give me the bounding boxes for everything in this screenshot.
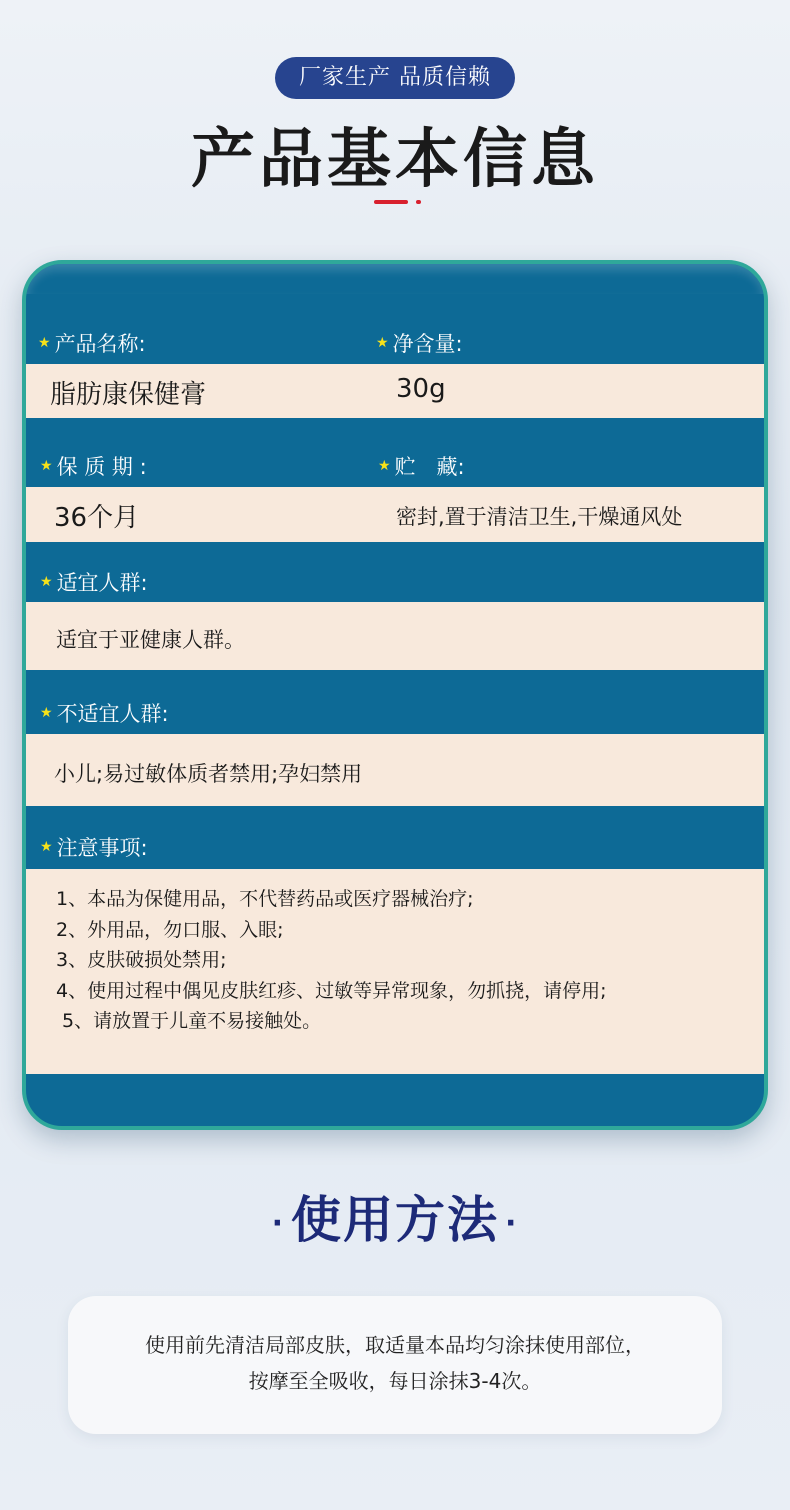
note-item: 3、皮肤破损处禁用; <box>56 949 227 971</box>
note-item: 5、请放置于儿童不易接触处。 <box>62 1010 322 1032</box>
notes-label: ★ 注意事项: <box>40 836 148 860</box>
product-name-label: ★ 产品名称: <box>38 332 146 356</box>
shelf-life-value: 36个月 <box>54 503 140 533</box>
unsuitable-label: ★ 不适宜人群: <box>40 702 169 726</box>
note-item: 2、外用品，勿口服、入眼; <box>56 918 284 941</box>
product-name-value: 脂肪康保健膏 <box>50 380 207 410</box>
net-content-value: 30g <box>396 374 446 404</box>
usage-title: · 使用方法 · <box>0 1180 790 1252</box>
suitable-value: 适宜于亚健康人群。 <box>56 628 245 652</box>
note-item: 1、本品为保健用品，不代替药品或医疗器械治疗; <box>56 888 474 910</box>
usage-box <box>68 1296 722 1434</box>
star-icon: ★ <box>376 335 389 351</box>
notes-list <box>56 884 607 1037</box>
title-dot-right: · <box>505 1206 519 1241</box>
product-info-card <box>22 260 768 1130</box>
usage-text-line-2: 按摩至全吸收，每日涂抹3-4次。 <box>248 1369 542 1393</box>
star-icon: ★ <box>40 839 53 855</box>
star-icon: ★ <box>378 458 391 474</box>
star-icon: ★ <box>40 458 53 474</box>
page-title: 产品基本信息 <box>191 123 599 197</box>
usage-text-line-1: 使用前先清洁局部皮肤，取适量本品均匀涂抹使用部位， <box>145 1333 645 1357</box>
storage-label: ★ 贮 藏: <box>378 455 465 479</box>
star-icon: ★ <box>38 335 51 351</box>
row-1-values <box>26 364 768 418</box>
star-icon: ★ <box>40 574 53 590</box>
header-badge: 厂家生产 品质信赖 <box>275 57 515 99</box>
card-highlight <box>26 264 764 294</box>
note-item: 4、使用过程中偶见皮肤红疹、过敏等异常现象，勿抓挠，请停用; <box>56 979 607 1002</box>
net-content-label: ★ 净含量: <box>376 332 463 356</box>
star-icon: ★ <box>40 705 53 721</box>
suitable-row <box>26 602 768 670</box>
title-underline <box>374 200 408 204</box>
storage-value: 密封,置于清洁卫生,干燥通风处 <box>396 505 683 529</box>
unsuitable-row <box>26 734 768 806</box>
row-2-values <box>26 487 768 542</box>
title-underline-dot <box>416 200 421 204</box>
unsuitable-value: 小儿;易过敏体质者禁用;孕妇禁用 <box>54 762 363 786</box>
shelf-life-label: ★ 保 质 期 : <box>40 455 147 479</box>
suitable-label: ★ 适宜人群: <box>40 571 148 595</box>
title-dot-left: · <box>271 1206 285 1241</box>
